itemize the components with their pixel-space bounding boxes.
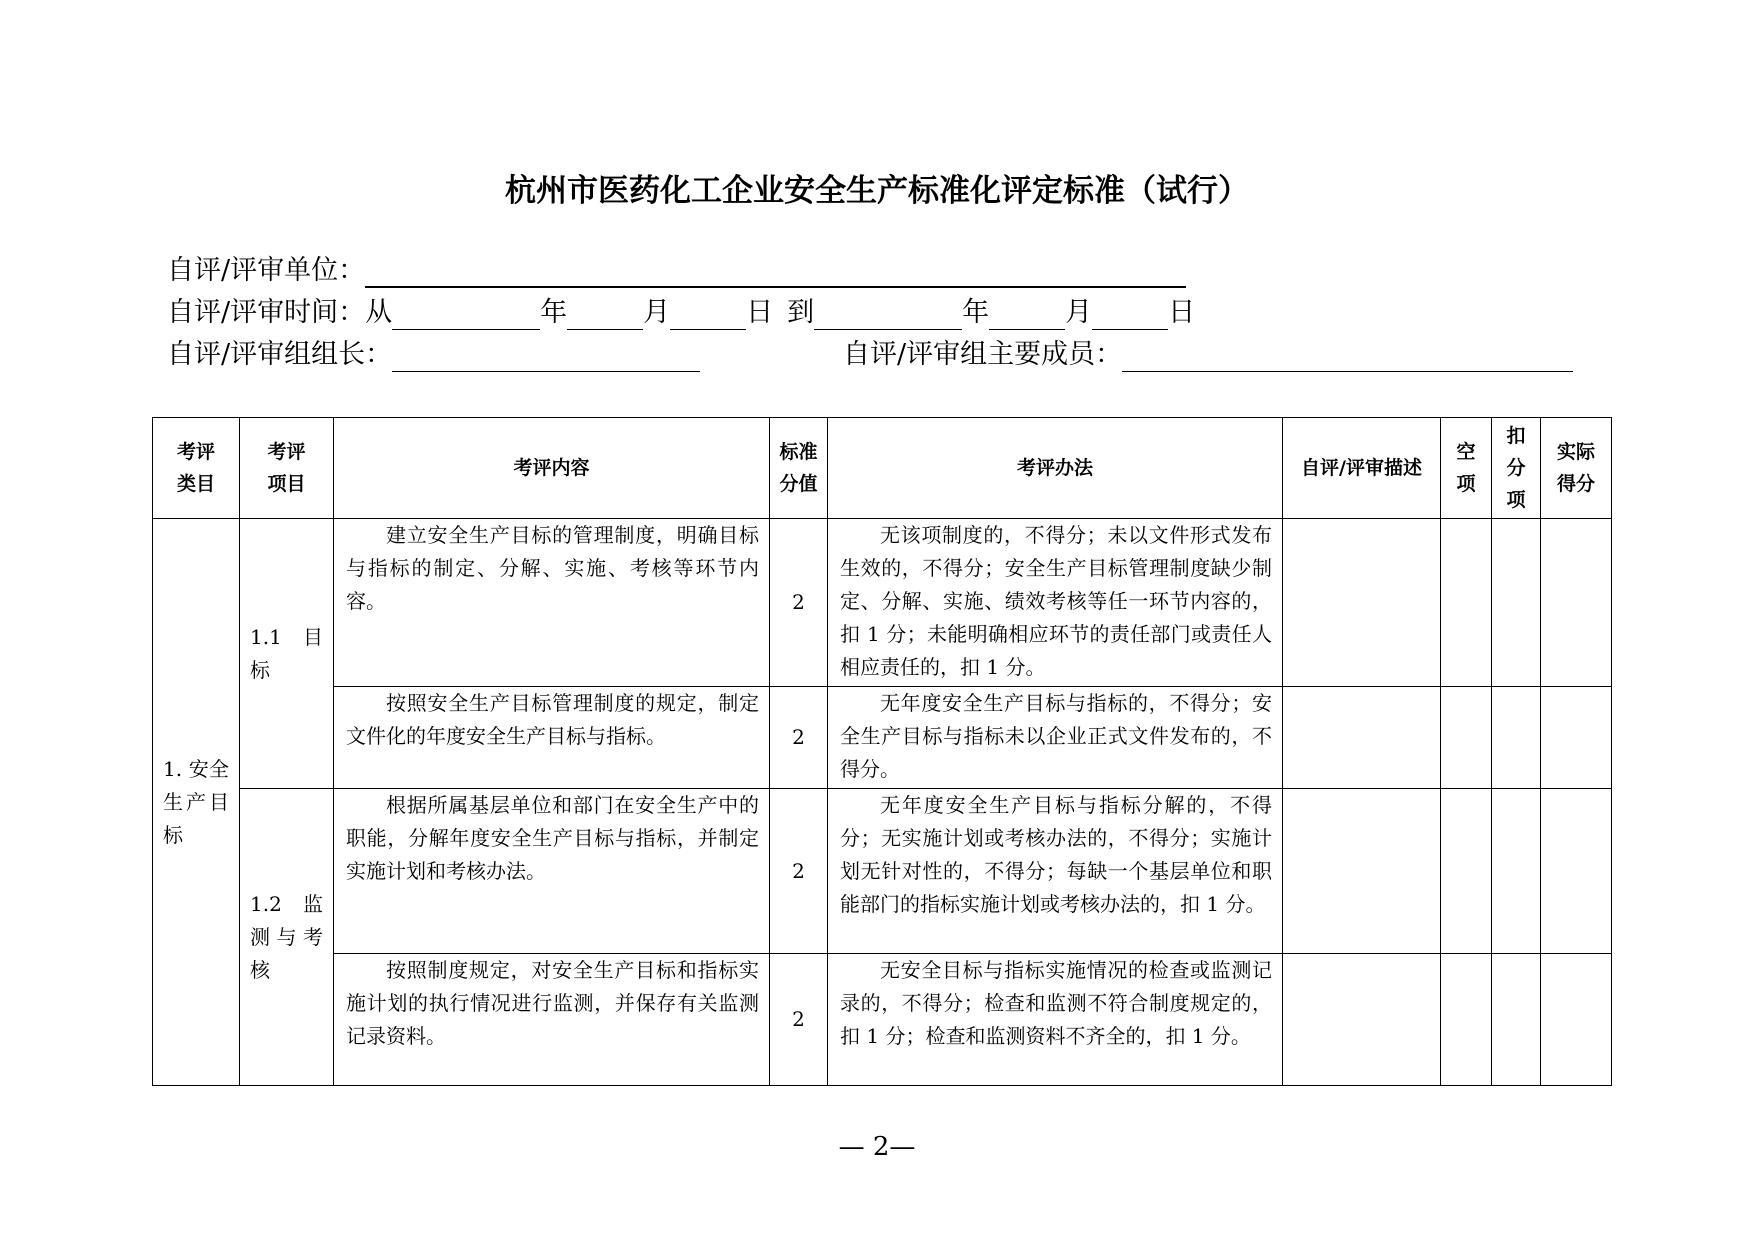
score-cell: 2 [770, 519, 828, 687]
actual-score-cell[interactable] [1541, 789, 1612, 954]
header-description: 自评/评审描述 [1283, 418, 1441, 519]
method-cell: 无年度安全生产目标与指标的，不得分；安全生产目标与指标未以企业正式文件发布的，不得分。 [828, 687, 1283, 789]
deduction-cell[interactable] [1492, 519, 1541, 687]
empty-item-cell[interactable] [1441, 687, 1492, 789]
evaluation-table [152, 417, 1612, 1086]
method-cell: 无该项制度的，不得分；未以文件形式发布生效的，不得分；安全生产目标管理制度缺少制定、分解、实施、绩效考核等任一环节内容的，扣 1 分；未能明确相应环节的责任部门或责任人相应责任的，扣 1 分。 [828, 519, 1283, 687]
unit-line [167, 254, 1186, 288]
from-year-blank[interactable] [392, 301, 540, 330]
header-row [153, 418, 1612, 519]
header-content: 考评内容 [334, 418, 770, 519]
header-item: 考评 项目 [240, 418, 334, 519]
description-cell[interactable] [1283, 789, 1441, 954]
time-line [167, 296, 1195, 330]
to-day-blank[interactable] [1092, 301, 1168, 330]
from-month-blank[interactable] [567, 301, 643, 330]
table-row [153, 687, 1612, 789]
empty-item-cell[interactable] [1441, 789, 1492, 954]
deduction-cell[interactable] [1492, 789, 1541, 954]
actual-score-cell[interactable] [1541, 687, 1612, 789]
method-cell: 无年度安全生产目标与指标分解的，不得分；无实施计划或考核办法的，不得分；实施计划无针对性的，不得分；每缺一个基层单位和职能部门的指标实施计划或考核办法的，扣 1 分。 [828, 789, 1283, 954]
from-day-blank[interactable] [670, 301, 746, 330]
content-cell: 按照安全生产目标管理制度的规定，制定文件化的年度安全生产目标与指标。 [334, 687, 770, 789]
deduction-cell[interactable] [1492, 687, 1541, 789]
members-line [843, 338, 1573, 372]
to-year-label: 年 [962, 297, 990, 328]
score-cell: 2 [770, 789, 828, 954]
to-month-blank[interactable] [989, 301, 1065, 330]
members-blank[interactable] [1122, 343, 1573, 372]
header-method: 考评办法 [828, 418, 1283, 519]
content-cell: 建立安全生产目标的管理制度，明确目标与指标的制定、分解、实施、考核等环节内容。 [334, 519, 770, 687]
category-cell: 1. 安全生产目标 [153, 519, 240, 1086]
content-cell: 根据所属基层单位和部门在安全生产中的职能，分解年度安全生产目标与指标，并制定实施计划和考核办法。 [334, 789, 770, 954]
leader-label: 自评/评审组组长： [167, 339, 393, 370]
deduction-cell[interactable] [1492, 954, 1541, 1086]
description-cell[interactable] [1283, 954, 1441, 1086]
header-deduction: 扣 分 项 [1492, 418, 1541, 519]
to-month-label: 月 [1065, 297, 1093, 328]
description-cell[interactable] [1283, 519, 1441, 687]
page-number: — 2— [838, 1132, 916, 1162]
to-label: 到 [787, 297, 815, 328]
header-empty-item: 空 项 [1441, 418, 1492, 519]
score-cell: 2 [770, 954, 828, 1086]
document-title: 杭州市医药化工企业安全生产标准化评定标准（试行） [505, 173, 1249, 209]
actual-score-cell[interactable] [1541, 519, 1612, 687]
to-day-label: 日 [1168, 297, 1196, 328]
content-cell: 按照制度规定，对安全生产目标和指标实施计划的执行情况进行监测，并保存有关监测记录资料。 [334, 954, 770, 1086]
item-cell: 1.2 监测与考核 [240, 789, 334, 1086]
score-cell: 2 [770, 687, 828, 789]
item-cell: 1.1 目标 [240, 519, 334, 789]
unit-blank[interactable] [365, 258, 1186, 288]
header-category: 考评 类目 [153, 418, 240, 519]
from-year-label: 年 [540, 297, 568, 328]
table-row [153, 954, 1612, 1086]
method-cell: 无安全目标与指标实施情况的检查或监测记录的，不得分；检查和监测不符合制度规定的，扣 1 分；检查和监测资料不齐全的，扣 1 分。 [828, 954, 1283, 1086]
unit-label: 自评/评审单位： [167, 255, 366, 286]
description-cell[interactable] [1283, 687, 1441, 789]
leader-blank[interactable] [392, 343, 700, 372]
time-label: 自评/评审时间：从 [167, 297, 393, 328]
to-year-blank[interactable] [814, 301, 962, 330]
empty-item-cell[interactable] [1441, 954, 1492, 1086]
actual-score-cell[interactable] [1541, 954, 1612, 1086]
from-day-label: 日 [746, 297, 774, 328]
members-label: 自评/评审组主要成员： [843, 339, 1123, 370]
header-score: 标准 分值 [770, 418, 828, 519]
leader-line [167, 338, 700, 372]
table-row [153, 519, 1612, 687]
empty-item-cell[interactable] [1441, 519, 1492, 687]
header-actual-score: 实际 得分 [1541, 418, 1612, 519]
from-month-label: 月 [643, 297, 671, 328]
table-row [153, 789, 1612, 954]
